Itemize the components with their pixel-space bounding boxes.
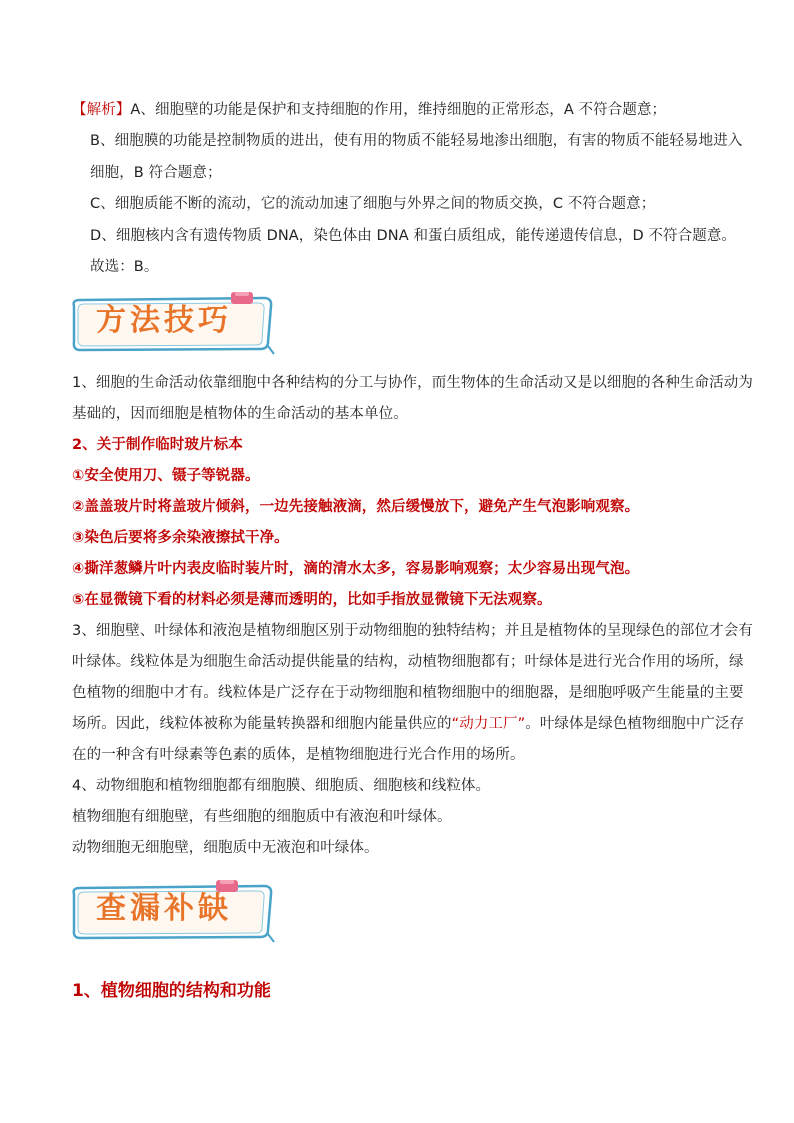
methods-item-1: ①安全使用刀、镊子等锐器。 — [72, 468, 260, 484]
analysis-line-a: 【解析】A、细胞壁的功能是保护和支持细胞的作用，维持细胞的正常形态，A 不符合题意； — [72, 102, 667, 118]
methods-p1-line1: 1、细胞的生命活动依靠细胞中各种结构的分工与协作，而生物体的生命活动又是以细胞的各种生命活动为 — [72, 375, 753, 391]
methods-p2-title: 2、关于制作临时玻片标本 — [72, 437, 243, 453]
banner-title-gaps: 查漏补缺 — [96, 891, 232, 926]
methods-item-5: ⑤在显微镜下看的材料必须是薄而透明的，比如手指放显微镜下无法观察。 — [72, 592, 552, 608]
methods-p4-line1: 4、动物细胞和植物细胞都有细胞膜、细胞质、细胞核和线粒体。 — [72, 778, 491, 794]
methods-p4-line3: 动物细胞无细胞壁，细胞质中无液泡和叶绿体。 — [72, 840, 379, 856]
methods-p4-line2: 植物细胞有细胞壁，有些细胞的细胞质中有液泡和叶绿体。 — [72, 809, 452, 825]
methods-p3-line1: 3、细胞壁、叶绿体和液泡是植物细胞区别于动物细胞的独特结构；并且是植物体的呈现绿色的部位才会有 — [72, 623, 753, 639]
section-banner-gaps — [68, 880, 268, 938]
section-banner-methods — [68, 292, 268, 350]
methods-p3-line3: 色植物的细胞中才有。线粒体是广泛存在于动物细胞和植物细胞中的细胞器，是细胞呼吸产生能量的主要 — [72, 685, 744, 701]
methods-p3-line2: 叶绿体。线粒体是为细胞生命活动提供能量的结构，动植物细胞都有；叶绿体是进行光合作用的场所，绿 — [72, 654, 744, 670]
methods-item-4: ④撕洋葱鳞片叶内表皮临时装片时，滴的清水太多，容易影响观察；太少容易出现气泡。 — [72, 561, 640, 577]
methods-item-3: ③染色后要将多余染液擦拭干净。 — [72, 530, 289, 546]
analysis-tag: 【解析】 — [72, 102, 131, 118]
methods-p3-line5: 在的一种含有叶绿素等色素的质体，是植物细胞进行光合作用的场所。 — [72, 747, 525, 763]
banner-title-methods: 方法技巧 — [96, 303, 232, 338]
analysis-line-d: D、细胞核内含有遗传物质 DNA，染色体由 DNA 和蛋白质组成，能传递遗传信息，D 不符合题意。 — [90, 228, 737, 244]
analysis-line-b2: 细胞，B 符合题意； — [90, 165, 222, 181]
methods-item-2: ②盖盖玻片时将盖玻片倾斜，一边先接触液滴，然后缓慢放下，避免产生气泡影响观察。 — [72, 499, 640, 515]
methods-p1-line2: 基础的，因而细胞是植物体的生命活动的基本单位。 — [72, 406, 408, 422]
analysis-answer: 故选：B。 — [90, 259, 159, 275]
gaps-heading-1: 1、植物细胞的结构和功能 — [72, 981, 271, 1001]
quote-power-factory: “动力工厂” — [451, 716, 526, 732]
analysis-line-b1: B、细胞膜的功能是控制物质的进出，使有用的物质不能轻易地渗出细胞，有害的物质不能轻易地进入 — [90, 133, 743, 149]
methods-p3-line4: 场所。因此，线粒体被称为能量转换器和细胞内能量供应的“动力工厂”。叶绿体是绿色植物细胞中广泛存 — [72, 716, 745, 732]
analysis-line-c: C、细胞质能不断的流动，它的流动加速了细胞与外界之间的物质交换，C 不符合题意； — [90, 196, 656, 212]
